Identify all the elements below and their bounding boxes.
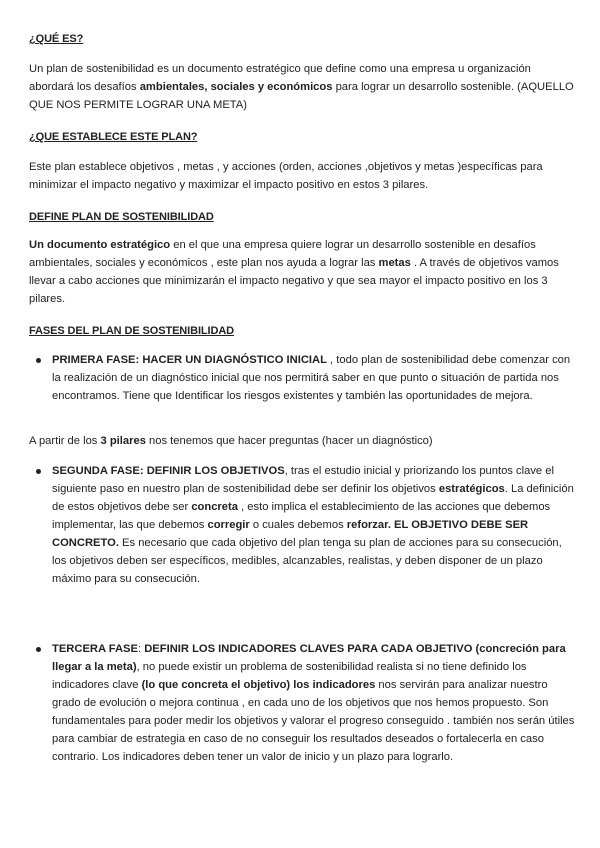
bold-span: 3 pilares bbox=[100, 435, 146, 447]
bold-span: Un documento estratégico bbox=[29, 239, 171, 251]
bold-span: concreta bbox=[191, 501, 238, 513]
bold-span: TERCERA FASE bbox=[52, 643, 138, 655]
bullet-icon bbox=[36, 647, 41, 652]
heading-que-establece: ¿QUE ESTABLECE ESTE PLAN? bbox=[29, 131, 198, 143]
bullet-icon bbox=[36, 469, 41, 474]
text-span: nos tenemos que hacer preguntas (hacer un diagnóstico) bbox=[145, 435, 433, 447]
text-span: , tras el estudio inicial y priorizando los puntos clave el siguiente paso en nuestro plan de sostenibilidad debe ser definir los objetivos bbox=[52, 465, 554, 495]
text-span: en el que una empresa quiere lograr un desarrollo sostenible en desafíos ambientales, sociales y económicos , este plan nos ayuda a lograr las bbox=[29, 239, 536, 269]
bold-span: PRIMERA FASE: HACER UN DIAGNÓSTICO INICIAL bbox=[52, 354, 327, 366]
list-item-tercera-fase bbox=[52, 640, 576, 766]
bold-span: (lo que concreta el objetivo) los indicadores bbox=[141, 679, 376, 691]
bold-span: corregir bbox=[207, 519, 250, 531]
heading-fases: FASES DEL PLAN DE SOSTENIBILIDAD bbox=[29, 325, 235, 337]
paragraph-define-plan bbox=[29, 236, 574, 308]
bold-span: SEGUNDA FASE: DEFINIR LOS OBJETIVOS bbox=[52, 465, 285, 477]
text-span: Es necesario que cada objetivo del plan tenga su plan de acciones para su consecución, los objetivos deben ser específicos, medibles, alcanzables, realistas, y deben disponer de un plazo máximo para su consecución. bbox=[52, 537, 562, 585]
bold-span: ambientales, sociales y económicos bbox=[139, 81, 333, 93]
bold-span: metas bbox=[378, 257, 411, 269]
text-span: , todo plan de sostenibilidad debe comenzar con la realización de un diagnóstico inicial que nos permitirá saber en que punto o situación de partida nos encontramos. Tiene que Identificar los riesgos existentes y también las oportunidades de mejora. bbox=[52, 354, 571, 402]
list-item-segunda-fase bbox=[52, 462, 576, 588]
bold-span: estratégicos bbox=[438, 483, 505, 495]
bold-span: reforzar. EL OBJETIVO DEBE SER CONCRETO. bbox=[52, 519, 529, 549]
text-span: : bbox=[138, 643, 145, 655]
text-span: . La definición de estos objetivos debe ser bbox=[52, 483, 574, 513]
text-span: , no puede existir un problema de sostenibilidad realista si no tiene definido los indicadores clave bbox=[52, 661, 527, 691]
text-span: nos servirán para analizar nuestro grado de evolución o mejora continua , en cada uno de los objetivos que nos hemos propuesto. Son fundamentales para poder medir los objetivos y valorar el progreso conseguido . también nos serán útiles para cambiar de estrategia en caso de no conseguir los resultados deseados o fortalecerla en caso contrario. Los indicadores deben tener un valor de inicio y un plazo para lograrlo. bbox=[52, 679, 575, 763]
text-span: Un plan de sostenibilidad es un documento estratégico que define como una empresa u organización abordará los desafíos bbox=[29, 63, 531, 93]
text-span: , esto implica el establecimiento de las acciones que debemos implementar, las que debemos bbox=[52, 501, 551, 531]
heading-define-plan: DEFINE PLAN DE SOSTENIBILIDAD bbox=[29, 211, 214, 223]
text-span: A partir de los bbox=[29, 435, 101, 447]
heading-que-es: ¿QUÉ ES? bbox=[29, 33, 84, 45]
text-span: para lograr un desarrollo sostenible. (AQUELLO QUE NOS PERMITE LOGRAR UNA META) bbox=[29, 81, 574, 111]
bold-span: DEFINIR LOS INDICADORES CLAVES PARA CADA OBJETIVO (concreción para llegar a la meta) bbox=[52, 643, 566, 673]
bullet-icon bbox=[36, 358, 41, 363]
paragraph-que-es bbox=[29, 60, 574, 114]
text-span: o cuales debemos bbox=[249, 519, 347, 531]
paragraph-pilares bbox=[29, 432, 574, 450]
text-span: . A través de objetivos vamos llevar a cabo acciones que minimizarán el impacto negativo y que sea mayor el impacto positivo en los 3 pilares. bbox=[29, 257, 559, 305]
list-item-primera-fase bbox=[52, 351, 576, 405]
paragraph-que-establece: Este plan establece objetivos , metas , y acciones (orden, acciones ,objetivos y metas )específicas para minimizar el impacto negativo y maximizar el impacto positivo en estos 3 pilares. bbox=[29, 161, 543, 191]
